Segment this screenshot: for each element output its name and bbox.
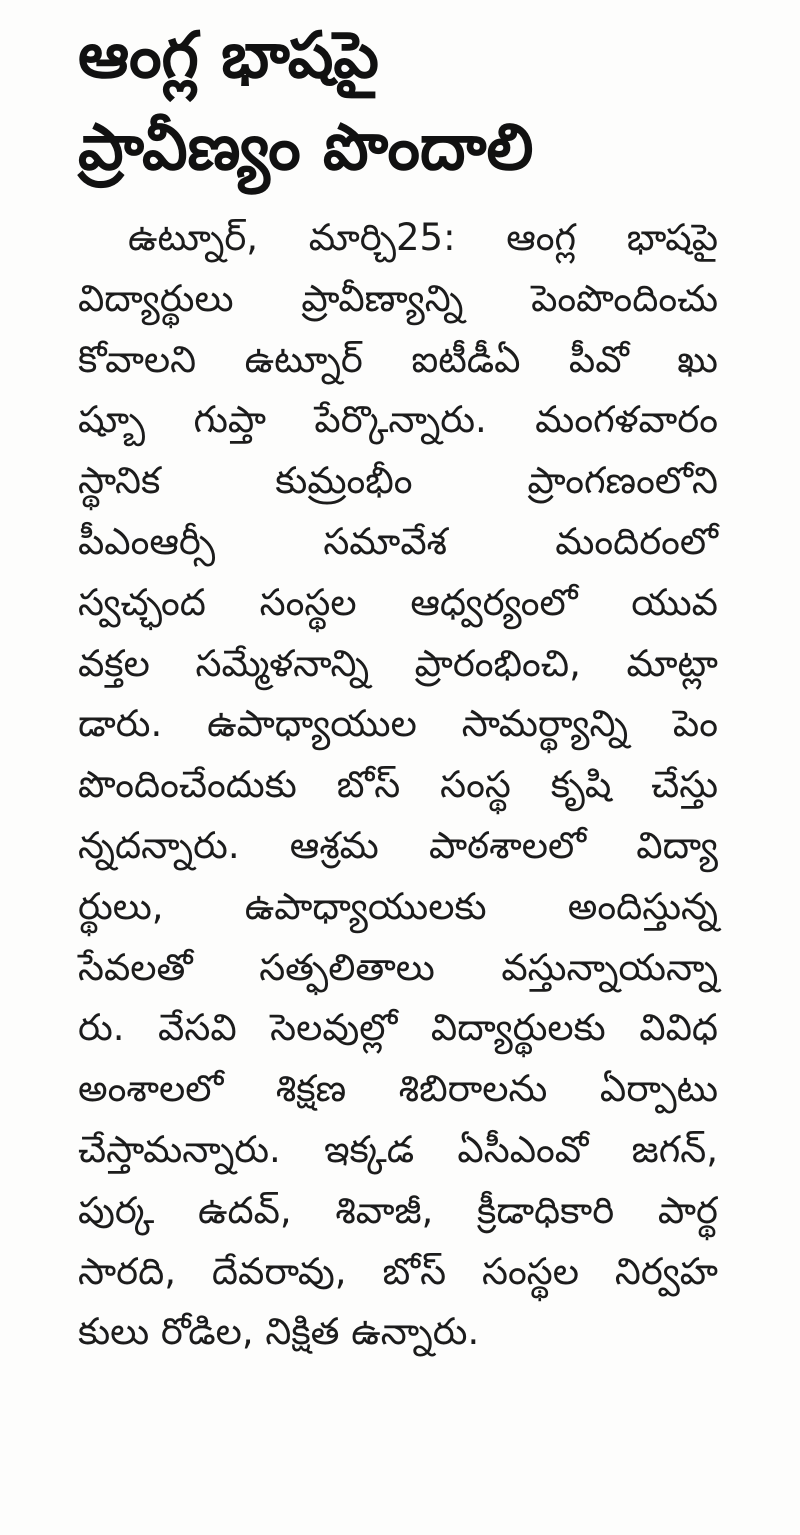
body-line: డారు. ఉపాధ్యాయుల సామర్థ్యాన్ని పెం — [78, 702, 718, 746]
body-line: పీఎంఆర్సీ సమావేశ మందిరంలో — [78, 519, 718, 563]
article-body — [78, 208, 718, 1363]
body-line: స్థానిక కుమ్రంభీం ప్రాంగణంలోని — [78, 459, 718, 503]
body-line: కోవాలని ఉట్నూర్ ఐటీడీఏ పీవో ఖు — [78, 337, 718, 381]
body-line: రు. వేసవి సెలవుల్లో విద్యార్థులకు వివిధ — [78, 1006, 718, 1050]
body-line: పుర్క ఉదవ్, శివాజీ, క్రీడాధికారి పార్థ — [78, 1188, 718, 1232]
body-line: న్నదన్నారు. ఆశ్రమ పాఠశాలలో విద్యా — [78, 823, 718, 867]
headline — [78, 10, 758, 194]
body-line: అంశాలలో శిక్షణ శిబిరాలను ఏర్పాటు — [78, 1067, 718, 1111]
body-line: చేస్తామన్నారు. ఇక్కడ ఏసీఎంవో జగన్, — [78, 1127, 718, 1171]
body-line: సారది, దేవరావు, బోస్ సంస్థల నిర్వహ — [78, 1249, 718, 1293]
headline-line: ప్రావీణ్యం పొందాలి — [78, 111, 534, 185]
body-line: పొందించేందుకు బోస్ సంస్థ కృషి చేస్తు — [78, 763, 718, 807]
body-line: వక్తల సమ్మేళనాన్ని ప్రారంభించి, మాట్లా — [78, 641, 718, 685]
body-line: ర్థులు, ఉపాధ్యాయులకు అందిస్తున్న — [78, 884, 718, 928]
headline-line: ఆంగ్ల భాషపై — [78, 19, 379, 93]
body-line: ష్బూ గుప్తా పేర్కొన్నారు. మంగళవారం — [78, 398, 718, 442]
body-line: కులు రోడిల, నిక్షిత ఉన్నారు. — [78, 1310, 480, 1354]
body-line: స్వచ్ఛంద సంస్థల ఆధ్వర్యంలో యువ — [78, 580, 718, 624]
body-line: ఉట్నూర్, మార్చి25: ఆంగ్ల భాషపై — [128, 216, 718, 259]
body-line: విద్యార్థులు ప్రావీణ్యాన్ని పెంపొందించు — [78, 276, 718, 320]
body-line: సేవలతో సత్ఫలితాలు వస్తున్నాయన్నా — [78, 945, 718, 989]
